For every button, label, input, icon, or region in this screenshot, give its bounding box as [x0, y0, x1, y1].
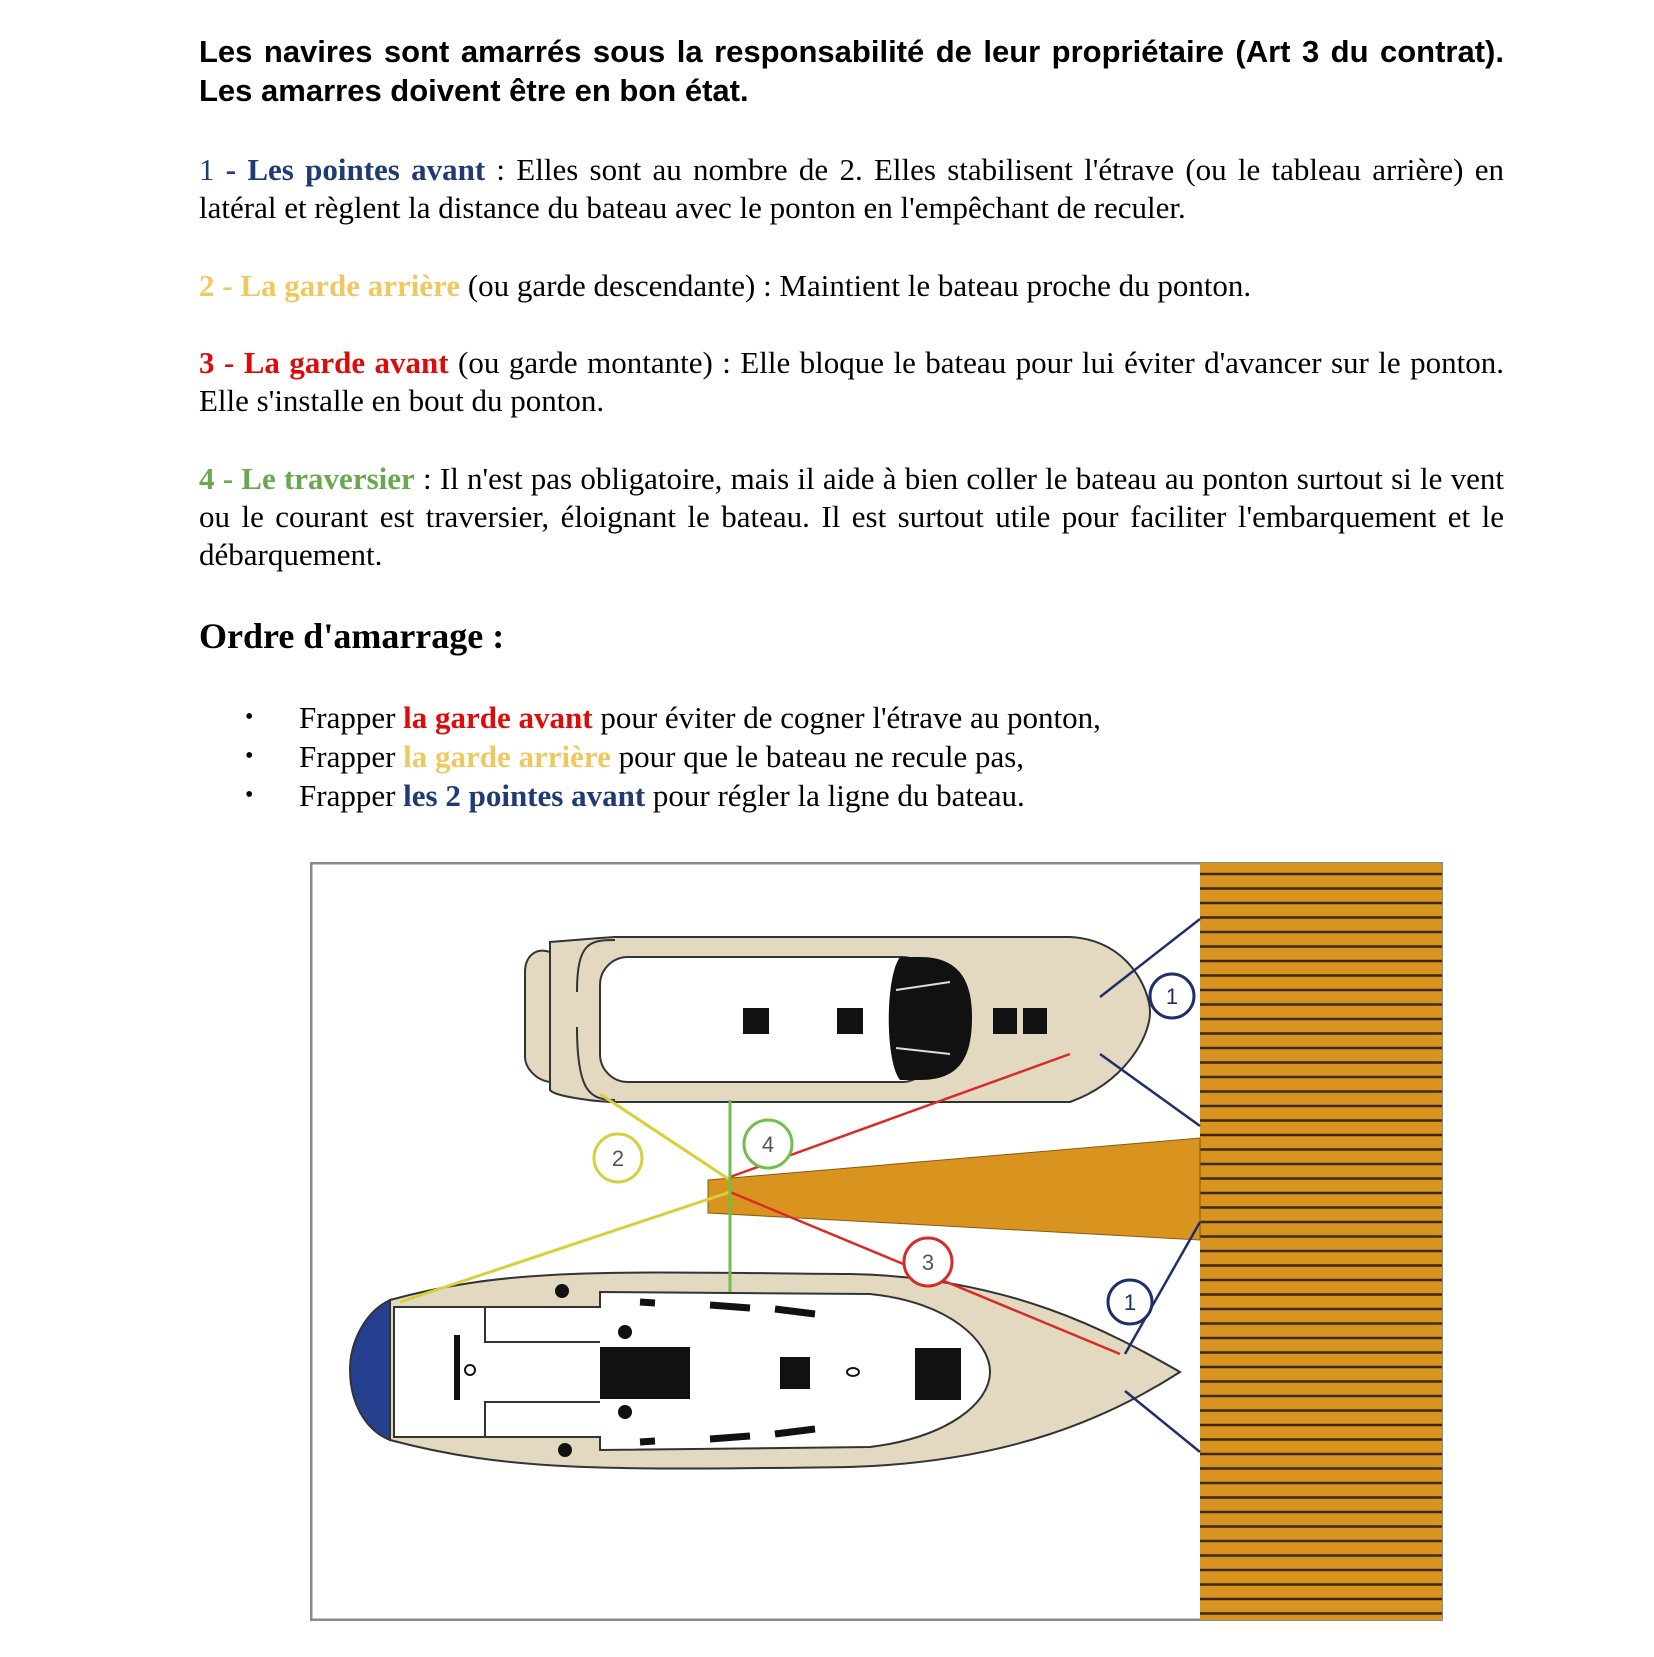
- intro-paragraph: Les navires sont amarrés sous la responsabilité de leur propriétaire (Art 3 du contrat). Les amarres doivent être en bon état.: [199, 34, 1504, 108]
- step-rest: pour que le bateau ne recule pas,: [610, 739, 1025, 774]
- item-description: : Il n'est pas obligatoire, mais il aide à bien coller le bateau au ponton surtout si le vent ou le courant est traversier, éloignant le bateau. Il est surtout utile pour faciliter l'embarquement et le débarquement.: [199, 461, 1504, 572]
- list-item: [199, 698, 1504, 737]
- step-verb: Frapper: [299, 778, 404, 813]
- item-traversier: [199, 460, 1504, 574]
- item-description: (ou garde descendante) : Maintient le bateau proche du ponton.: [460, 268, 1252, 303]
- step-line: la garde arrière: [403, 739, 611, 774]
- list-item: [199, 737, 1504, 776]
- item-term: 4 - Le traversier: [199, 461, 415, 496]
- step-line: la garde avant: [403, 700, 593, 735]
- item-pointes-avant: [199, 151, 1504, 227]
- svg-text:1: 1: [1165, 984, 1179, 1009]
- step-verb: Frapper: [299, 700, 404, 735]
- mooring-diagram: [310, 862, 1443, 1621]
- label-garde-arriere: [594, 1134, 642, 1182]
- dock: [1200, 863, 1442, 1620]
- item-term: 2 - La garde arrière: [199, 268, 461, 303]
- item-description: : Elles sont au nombre de 2. Elles stabilisent l'étrave (ou le tableau arrière) en latéral et règlent la distance du bateau avec le ponton en l'empêchant de reculer.: [199, 152, 1504, 225]
- item-number: 1: [199, 152, 215, 187]
- label-traversier: [744, 1120, 792, 1168]
- item-garde-arriere: [199, 267, 1504, 305]
- label-pointe-bottom: [1108, 1280, 1152, 1324]
- label-garde-avant: [904, 1238, 952, 1286]
- list-item: [199, 776, 1504, 815]
- step-rest: pour régler la ligne du bateau.: [645, 778, 1025, 813]
- svg-text:2: 2: [611, 1146, 625, 1171]
- item-garde-avant: [199, 344, 1504, 420]
- top-boat: [525, 937, 1150, 1102]
- steps-list: [199, 698, 1504, 815]
- bullet-icon: •: [245, 782, 254, 808]
- step-rest: pour éviter de cogner l'étrave au ponton,: [592, 700, 1101, 735]
- svg-text:1: 1: [1123, 1290, 1137, 1315]
- item-term: 3 - La garde avant: [199, 345, 449, 380]
- item-term: Les pointes avant: [247, 152, 486, 187]
- svg-text:3: 3: [921, 1250, 935, 1275]
- step-line: les 2 pointes avant: [403, 778, 646, 813]
- step-verb: Frapper: [299, 739, 404, 774]
- item-separator: -: [214, 152, 248, 187]
- bullet-icon: •: [245, 743, 254, 769]
- item-description: (ou garde montante) : Elle bloque le bateau pour lui éviter d'avancer sur le ponton. Elle s'installe en bout du ponton.: [199, 345, 1504, 418]
- bullet-icon: •: [245, 704, 254, 730]
- label-pointe-top: [1150, 974, 1194, 1018]
- svg-text:4: 4: [761, 1132, 775, 1157]
- section-heading: Ordre d'amarrage :: [199, 616, 505, 656]
